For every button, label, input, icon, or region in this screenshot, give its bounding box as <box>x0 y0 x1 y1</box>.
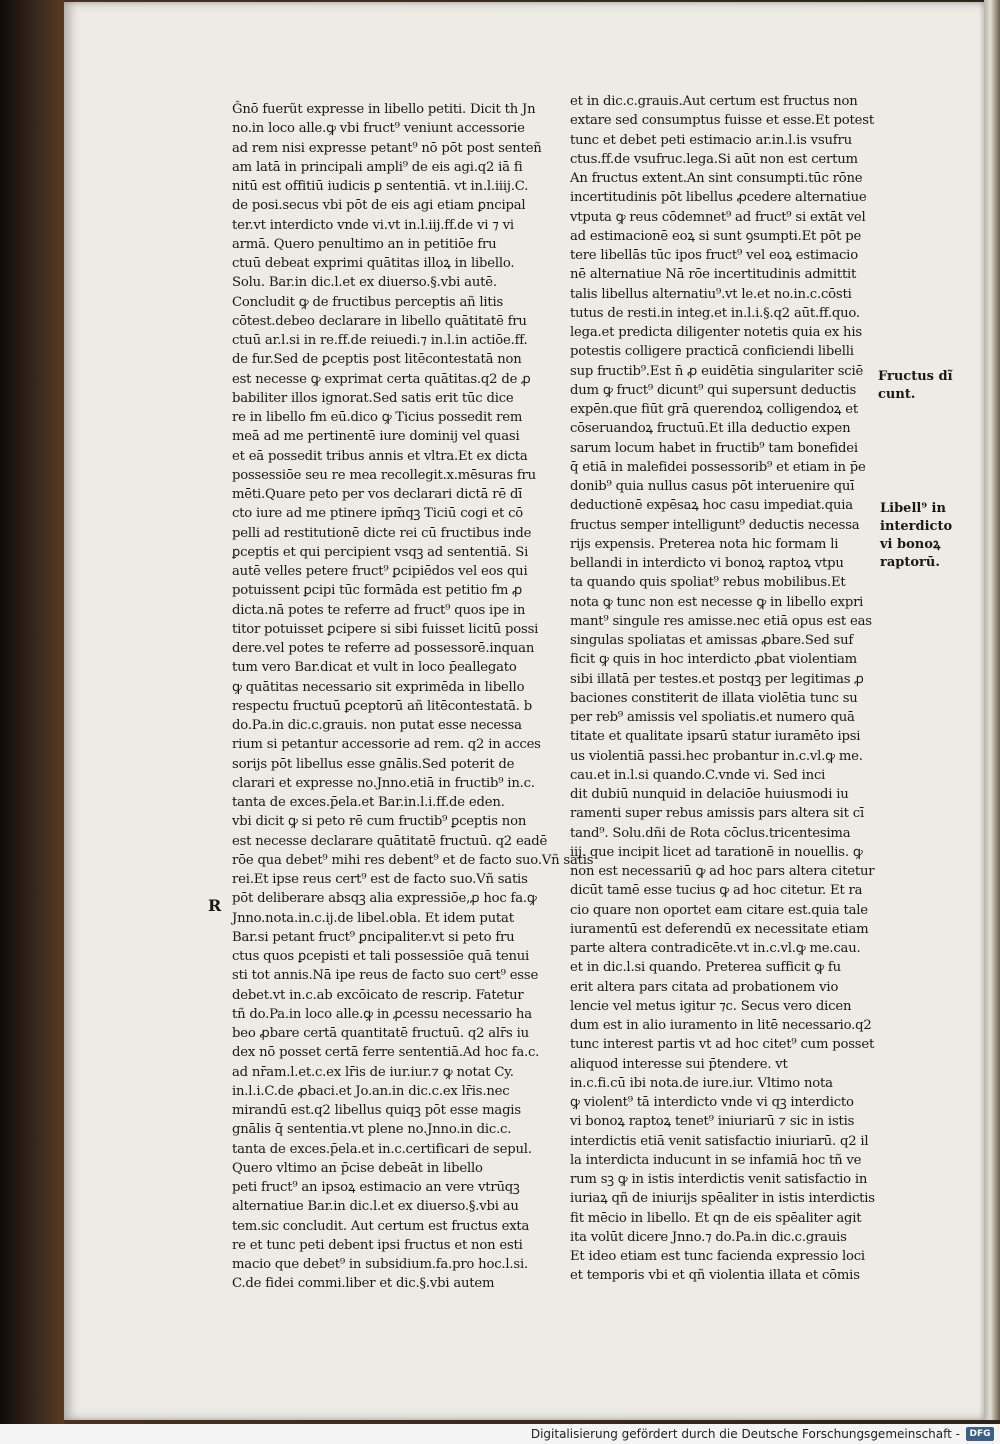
text-line: pelli ad restitutionē dicte rei cū fructibus inde <box>232 525 532 541</box>
text-line: peti fruct⁹ an ipsoꝝ estimacio an vere vtrūqꝫ <box>232 1180 520 1195</box>
text-line: dicūt tamē esse tucius ꝙ ad hoc citetur. Et ra <box>570 883 863 899</box>
text-line: sti tot annis.Nā ipe reus de facto suo cert⁹ esse <box>232 968 539 984</box>
text-line: rijs expensis. Preterea nota hic formam li <box>570 536 839 552</box>
text-line: do.Pa.in dic.c.grauis. non putat esse necessa <box>232 718 522 733</box>
text-line: vi bonoꝝ raptoꝝ tenet⁹ iniuriarū ⁊ sic in istis <box>570 1114 855 1130</box>
text-line: dum ꝙ fruct⁹ dicunt⁹ qui supersunt deductis <box>570 382 857 398</box>
text-line: rum sꝫ ꝙ in istis interdictis venit satisfactio in <box>570 1172 868 1187</box>
text-line: incertitudinis pōt libellus ꝓcedere alternatiue <box>570 190 867 206</box>
text-line: tem.sic concludit. Aut certum est fructus exta <box>232 1218 530 1234</box>
text-line: parte altera contradicēte.vt in.c.vl.ꝙ me.cau. <box>570 941 861 956</box>
text-line: de posi.secus vbi pōt de eis agi etiam ꝑncipal <box>232 198 526 214</box>
text-line: interdictis etiā venit satisfactio iniuriarū. q2 il <box>570 1133 869 1149</box>
margin-note-line: raptorū. <box>880 555 940 570</box>
text-line: bellandi in interdicto vi bonoꝝ raptoꝝ vtpu <box>570 556 844 571</box>
text-line: et in dic.l.si quando. Preterea sufficit ꝙ fu <box>570 960 841 976</box>
text-line: Solu. Bar.in dic.l.et ex diuerso.§.vbi autē. <box>232 275 497 291</box>
text-line: re in libello fm eū.dico ꝙ Ticius possedit rem <box>232 410 523 425</box>
text-line: lega.et predicta diligenter notetis quia ex his <box>570 325 862 340</box>
text-line: et eā possedit tribus annis et vltra.Et ex dicta <box>232 448 528 464</box>
text-line: ad estimacionē eoꝝ si sunt ꝯsumpti.Et pōt pe <box>570 228 862 244</box>
text-line: erit altera pars citata ad probationem vio <box>570 979 839 995</box>
text-line: gnālis q̄ sententia.vt plene no.Jnno.in dic.c. <box>232 1122 512 1138</box>
text-line: fit mēcio in libello. Et qn de eis spēaliter agit <box>570 1210 862 1226</box>
text-line: no.in loco alle.ꝙ vbi fruct⁹ veniunt accessorie <box>232 121 525 137</box>
text-line: de fur.Sed de ꝑceptis post litēcontestatā non <box>232 352 522 368</box>
text-line: possessiōe seu re mea recollegit.x.mēsuras fru <box>232 467 536 483</box>
text-line: in.l.i.C.de ꝓbaci.et Jo.an.in dic.c.ex lr̄is.nec <box>232 1083 510 1099</box>
text-line: ad rem nisi expresse petant⁹ nō pōt post senteñ <box>232 140 542 156</box>
text-line: ter.vt interdicto vnde vi.vt in.l.iij.ff.de vi ⁊ vi <box>232 217 514 233</box>
text-line: sarum locum habet in fructib⁹ tam bonefidei <box>570 440 858 456</box>
text-line: ctuū ar.l.si in re.ff.de reiuedi.⁊ in.l.in actiōe.ff. <box>232 333 528 348</box>
margin-note-line: Fructus dĩ <box>878 369 953 384</box>
text-line: in.c.fi.cū ibi nota.de iure.iur. Vltimo nota <box>570 1075 833 1091</box>
margin-note-line: cunt. <box>878 387 916 402</box>
text-line: donib⁹ quia nullus casus pōt interuenire quī <box>570 479 855 494</box>
text-line: cōseruandoꝝ fructuū.Et illa deductio expen <box>570 421 851 437</box>
text-line: autē velles petere fruct⁹ ꝑcipiēdos vel eos qui <box>232 564 528 579</box>
text-line: et temporis vbi et qñ violentia illata et cōmis <box>570 1268 860 1284</box>
text-line: lencie vel metus igitur ⁊c. Secus vero dicen <box>570 998 852 1014</box>
dfg-logo-icon: DFG <box>966 1427 994 1441</box>
text-line: ctus quos ꝑcepisti et tali possessiōe quā tenui <box>232 949 530 964</box>
text-line: Ĝnō fuerũt expresse in libello petiti. Dicit th Jn <box>232 102 536 117</box>
text-line: nē alternatiue Nā rōe incertitudinis admittit <box>570 267 857 283</box>
page-edge <box>984 0 1000 1420</box>
text-line: potestis colligere practicā conficiendi libelli <box>570 344 854 360</box>
text-line: mēti.Quare peto per vos declarari dictā rē dī <box>232 487 523 502</box>
text-line: ctus.ff.de vsufruc.lega.Si aūt non est certum <box>570 151 858 167</box>
paragraph-mark: R <box>208 896 222 915</box>
text-line: singulas spoliatas et amissas ꝓbare.Sed suf <box>570 633 854 648</box>
text-line: sup fructib⁹.Est n̄ ꝓ euidētia singulariter sciē <box>570 363 864 379</box>
text-line: armā. Quero penultimo an in petitiōe fru <box>232 236 497 252</box>
text-line: titor potuisset ꝑcipere si sibi fuisset licitū possi <box>232 621 539 637</box>
text-line: sibi illatā per testes.et postqꝫ per legitimas ꝓ <box>570 671 864 687</box>
text-line: babiliter illos ignorat.Sed satis erit tūc dice <box>232 390 514 406</box>
text-line: An fructus extent.An sint consumpti.tūc rōne <box>570 171 863 186</box>
text-line: non est necessariū ꝙ ad hoc pars altera citetur <box>570 864 875 879</box>
text-line: nitū est offitiū iudicis ꝑ sententiā. vt in.l.iiij.C. <box>232 179 529 194</box>
margin-note-libellus <box>880 500 952 572</box>
text-line: nota ꝙ tunc non est necesse ꝙ in libello expri <box>570 594 864 610</box>
text-line: ad nr̄am.l.et.c.ex lr̄is de iur.iur.⁊ ꝙ notat Cy. <box>232 1064 514 1080</box>
book-spine <box>0 0 64 1444</box>
text-line: est necesse ꝙ exprimat certa quātitas.q2 de ꝓ <box>232 371 531 387</box>
text-line: Quero vltimo an p̄cise debeāt in libello <box>232 1160 483 1176</box>
text-line: tñ do.Pa.in loco alle.ꝙ in ꝓcessu necessario ha <box>232 1006 532 1022</box>
text-line: re et tunc peti debent ipsi fructus et non esti <box>232 1237 523 1253</box>
text-line: la interdicta inducunt in se infamiā hoc tñ ve <box>570 1152 862 1168</box>
text-line: vbi dicit ꝙ si peto rē cum fructib⁹ ꝑceptis non <box>232 814 527 830</box>
text-line: Bar.si petant fruct⁹ ꝑncipaliter.vt si peto fru <box>232 929 515 945</box>
text-line: iij. que incipit licet ad tarationē in nouellis. ꝙ <box>570 844 863 860</box>
text-line: respectu fructuū ꝑceptorū añ litēcontestatā. b <box>232 698 532 714</box>
footer-text: Digitalisierung gefördert durch die Deutsche Forschungsgemeinschaft - <box>530 1427 960 1441</box>
margin-note-line: vi bonoꝝ <box>880 537 941 552</box>
text-line: dicta.nā potes te referre ad fruct⁹ quos ipe in <box>232 602 526 618</box>
text-line: rium si petantur accessorie ad rem. q2 in acces <box>232 737 541 753</box>
margin-note-fructus <box>878 368 953 404</box>
text-line: q̄ etiā in malefidei possessorib⁹ et etiam in p̄e <box>570 459 866 475</box>
text-line: baciones constiterit de illata violētia tunc su <box>570 690 858 706</box>
text-line: tunc et debet peti estimacio ar.in.l.is vsufru <box>570 132 852 148</box>
text-line: mirandū est.q2 libellus quiqꝫ pōt esse magis <box>232 1103 521 1118</box>
text-line: macio que debet⁹ in subsidium.fa.pro hoc.l.si. <box>232 1257 528 1272</box>
text-line: aliquod interesse sui p̄tendere. vt <box>570 1056 788 1072</box>
text-line: dex nō posset certā ferre sententiā.Ad hoc fa.c. <box>232 1045 540 1061</box>
text-line: vtputa ꝙ reus cōdemnet⁹ ad fruct⁹ si extāt vel <box>570 209 866 225</box>
text-line: dit dubiū nunquid in delaciōe huiusmodi iu <box>570 787 849 802</box>
text-line: beo ꝓbare certā quantitatē fructuū. q2 alr̄s iu <box>232 1026 529 1041</box>
text-line: et in dic.c.grauis.Aut certum est fructus non <box>570 94 858 109</box>
text-line: tanta de exces.p̄ela.et Bar.in.l.i.ff.de eden. <box>232 795 505 810</box>
text-line: potuissent ꝑcipi tūc formāda est petitio fm ꝓ <box>232 583 523 599</box>
text-line: pōt deliberare absqꝫ alia expressiōe,ꝓ hoc fa.ꝙ <box>232 891 537 907</box>
text-line: dum est in alio iuramento in litē necessario.q2 <box>570 1018 872 1033</box>
text-line: dere.vel potes te referre ad possessorē.inquan <box>232 641 535 656</box>
text-line: tutus de resti.in integ.et in.l.i.§.q2 aūt.ff.quo. <box>570 305 860 321</box>
text-line: extare sed consumptus fuisse et esse.Et potest <box>570 113 874 129</box>
text-line: expēn.que fiūt grā querendoꝝ colligendoꝝ et <box>570 402 858 417</box>
text-line: tum vero Bar.dicat et vult in loco p̄eallegato <box>232 660 517 676</box>
text-line: tand⁹. Solu.dñi de Rota cōclus.tricentesima <box>570 825 851 841</box>
text-line: cio quare non oportet eam citare est.quia tale <box>570 902 868 918</box>
text-line: debet.vt in.c.ab excōicato de rescrip. Fatetur <box>232 987 524 1003</box>
text-line: Concludit ꝙ de fructibus perceptis añ litis <box>232 294 504 310</box>
margin-note-line: interdicto <box>880 519 953 534</box>
text-line: rei.Et ipse reus cert⁹ est de facto suo.Vñ satis <box>232 872 528 887</box>
text-line: per reb⁹ amissis vel spoliatis.et numero quā <box>570 710 855 725</box>
text-line: fructus semper intelligunt⁹ deductis necessa <box>570 517 860 533</box>
text-line: meā ad me pertinentē iure dominij vel quasi <box>232 429 520 445</box>
text-line: alternatiue Bar.in dic.l.et ex diuerso.§.vbi au <box>232 1199 519 1215</box>
text-line: ꝑceptis et qui percipient vsqꝫ ad sententiā. Si <box>232 544 529 560</box>
digitization-footer <box>0 1424 1000 1444</box>
text-line: us violentiā passi.hec probantur in.c.vl.ꝙ me. <box>570 748 863 764</box>
text-line: sorijs pōt libellus esse gnālis.Sed poterit de <box>232 756 515 772</box>
text-line: iuriaꝝ qñ de iniurijs spēaliter in istis interdictis <box>570 1191 875 1207</box>
left-text-column <box>232 100 594 1294</box>
margin-note-line: Libell⁹ in <box>880 501 946 516</box>
text-line: tere libellās tūc ipos fruct⁹ vel eoꝝ estimacio <box>570 248 858 263</box>
text-line: Et ideo etiam est tunc facienda expressio loci <box>570 1249 865 1264</box>
text-line: ramenti super rebus amissis pars altera sit cī <box>570 806 864 822</box>
text-line: clarari et expresse no.Jnno.etiā in fructib⁹ in.c. <box>232 775 535 791</box>
text-line: C.de fidei commi.liber et dic.§.vbi autem <box>232 1276 495 1292</box>
text-line: cōtest.debeo declarare in libello quātitatē fru <box>232 313 527 329</box>
text-line: ta quando quis spoliat⁹ rebus mobilibus.Et <box>570 575 846 591</box>
text-line: talis libellus alternatiu⁹.vt le.et no.in.c.cōsti <box>570 286 852 302</box>
text-line: ficit ꝙ quis in hoc interdicto ꝓbat violentiam <box>570 652 857 668</box>
text-line: ꝙ quātitas necessario sit exprimēda in libello <box>232 679 525 695</box>
text-line: tunc interest partis vt ad hoc citet⁹ cum posset <box>570 1037 875 1053</box>
text-line: cau.et in.l.si quando.C.vnde vi. Sed inci <box>570 767 826 783</box>
text-line: ctuū debeat exprimi quātitas illoꝝ in libello. <box>232 256 515 271</box>
text-line: ꝙ violent⁹ tā interdicto vnde vi qꝫ interdicto <box>570 1095 854 1110</box>
text-line: cto iure ad me ptinere ipm̄qꝫ Ticiū cogi et cō <box>232 506 524 522</box>
text-line: tanta de exces.p̄ela.et in.c.certificari de sepul. <box>232 1141 532 1157</box>
text-line: ita volūt dicere Jnno.⁊ do.Pa.in dic.c.grauis <box>570 1229 847 1245</box>
text-line: deductionē expēsaꝝ hoc casu impediat.quia <box>570 498 853 514</box>
text-line: est necesse declarare quātitatē fructuū. q2 eadē <box>232 833 548 849</box>
text-line: titate et qualitate ipsarū statur iuramēto ipsi <box>570 729 861 745</box>
text-line: am latā in principali ampli⁹ de eis agi.q2 iā fi <box>232 159 523 175</box>
text-line: iuramentū est deferendū ex necessitate etiam <box>570 921 869 937</box>
text-line: rōe qua debet⁹ mihi res debent⁹ et de facto suo.Vñ satis <box>232 852 594 868</box>
text-line: mant⁹ singule res amisse.nec etiā opus est eas <box>570 613 872 629</box>
right-text-column <box>570 92 878 1286</box>
text-line: Jnno.nota.in.c.ij.de libel.obla. Et idem putat <box>232 910 514 926</box>
